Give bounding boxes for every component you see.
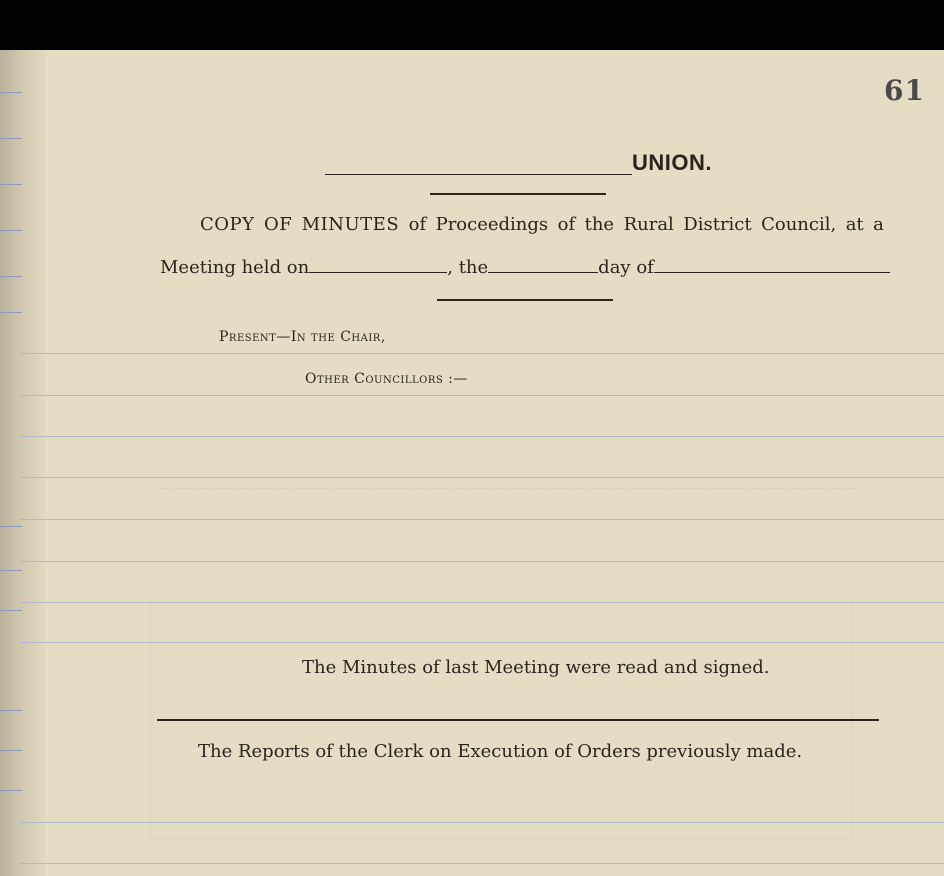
header-divider (430, 193, 606, 195)
present-in-chair-label: Present—In the Chair, (219, 329, 386, 345)
heading-word: at (845, 214, 864, 235)
ruled-line (20, 436, 944, 437)
union-name-blank (325, 174, 632, 175)
binding-tick (0, 230, 22, 231)
binding-tick (0, 184, 22, 185)
page-number: 61 (884, 74, 925, 107)
meeting-held-on-label: Meeting held on (160, 257, 310, 278)
binding-tick (0, 710, 22, 711)
ruled-line (20, 395, 944, 396)
bleed-through-mark (160, 478, 860, 489)
the-label: , the (447, 257, 489, 278)
heading-word: MINUTES (301, 214, 400, 235)
day-of-label: day of (598, 257, 654, 278)
meeting-date-line (160, 257, 890, 278)
meeting-date-blank[interactable] (309, 258, 447, 273)
month-blank[interactable] (654, 258, 890, 273)
union-title: UNION. (632, 150, 712, 175)
heading-word: District (683, 214, 752, 235)
other-councillors-label: Other Councillors :— (305, 371, 468, 387)
heading-word: OF (264, 214, 293, 235)
ruled-line (20, 353, 944, 354)
heading-word: of (408, 214, 427, 235)
binding-tick (0, 92, 22, 93)
binding-tick (0, 790, 22, 791)
heading-word: Council, (761, 214, 837, 235)
binding-tick (0, 138, 22, 139)
binding-tick (0, 750, 22, 751)
ruled-line (20, 519, 944, 520)
heading-word: Proceedings (435, 214, 549, 235)
heading-word: the (584, 214, 615, 235)
binding-tick (0, 570, 22, 571)
heading-word: of (557, 214, 576, 235)
heading-word: a (873, 214, 884, 235)
page-binding (0, 50, 46, 876)
heading-word: COPY (200, 214, 255, 235)
section-divider (157, 719, 879, 721)
clerk-reports-heading: The Reports of the Clerk on Execution of Orders previously made. (198, 741, 803, 762)
binding-tick (0, 276, 22, 277)
meeting-divider (437, 299, 613, 301)
ruled-line (20, 863, 944, 864)
binding-tick (0, 312, 22, 313)
binding-tick (0, 610, 22, 611)
binding-tick (0, 526, 22, 527)
ledger-page (0, 50, 944, 876)
copy-of-minutes-heading (200, 214, 884, 235)
minutes-read-statement: The Minutes of last Meeting were read and signed. (302, 657, 770, 678)
black-top-border (0, 0, 944, 50)
ruled-line (20, 561, 944, 562)
day-blank[interactable] (488, 258, 598, 273)
heading-word: Rural (623, 214, 674, 235)
